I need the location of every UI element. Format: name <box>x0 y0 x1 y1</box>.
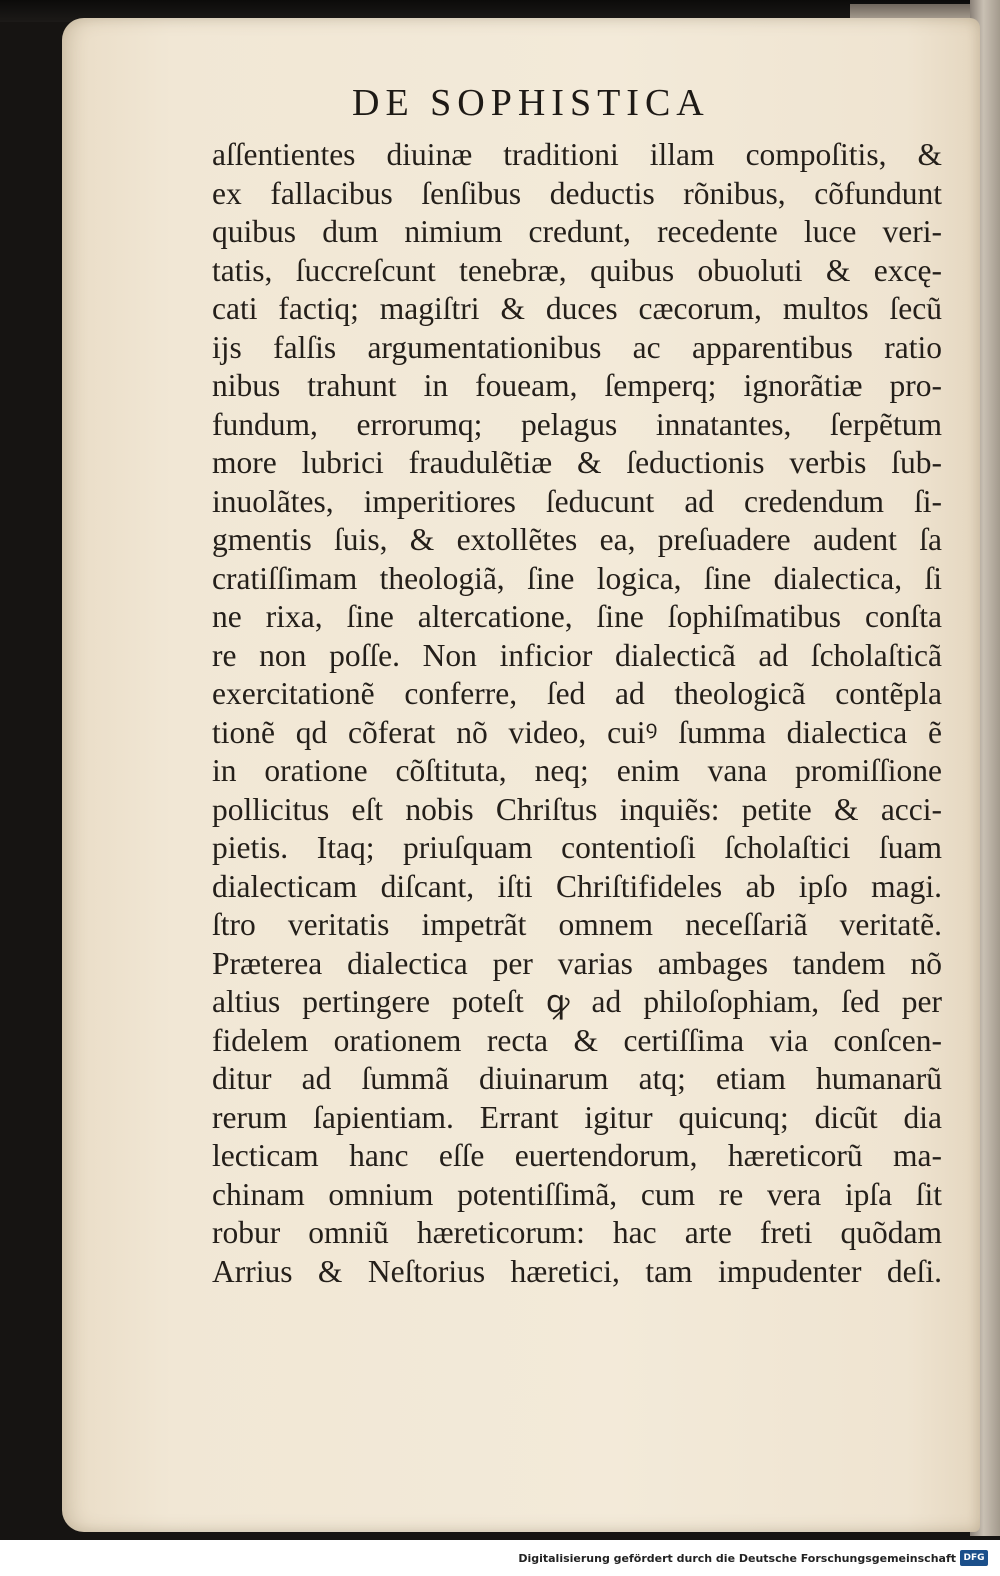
funding-note: Digitalisierung gefördert durch die Deutsche Forschungsgemeinschaft <box>518 1552 956 1565</box>
text-line: ex fallacibus ſenſibus deductis rõnibus, cõfundunt <box>212 175 942 211</box>
text-line: Præterea dialectica per varias ambages tandem nõ <box>212 945 942 981</box>
text-line: aſſentientes diuinæ traditioni illam compoſitis, & <box>212 137 942 172</box>
text-line: chinam omnium potentiſſimã, cum re vera ipſa ſit <box>212 1176 942 1212</box>
text-line: ne rixa, ſine altercatione, ſine ſophiſmatibus conſta <box>212 599 942 634</box>
text-line: ditur ad ſummã diuinarum atq; etiam humanarũ <box>212 1061 942 1096</box>
text-line: more lubrici fraudulẽtiæ & ſeductionis verbis ſub- <box>212 445 942 480</box>
text-line: fundum, errorumq; pelagus innatantes, ſerpẽtum <box>212 406 942 442</box>
text-line: nibus trahunt in foueam, ſemperq; ignorãtiæ pro- <box>212 368 942 403</box>
text-line: exercitationẽ conferre, ſed ad theologicã contẽpla <box>212 676 942 711</box>
text-line: robur omniũ hæreticorum: hac arte freti quõdam <box>212 1215 942 1250</box>
text-line: gmentis ſuis, & extollẽtes ea, preſuadere audent ſa <box>212 522 942 557</box>
text-line: re non poſſe. Non inficior dialecticã ad ſcholaſticã <box>212 637 942 673</box>
text-line: pollicitus eſt nobis Chriſtus inquiẽs: petite & acci- <box>212 791 942 827</box>
text-line: ijs falſis argumentationibus ac apparentibus ratio <box>212 329 942 365</box>
text-line: fidelem orationem recta & certiſſima via conſcen- <box>212 1022 942 1058</box>
running-head: DE SOPHISTICA <box>352 82 710 124</box>
text-line: pietis. Itaq; priuſquam contentioſi ſcholaſtici ſuam <box>212 830 942 865</box>
text-line: quibus dum nimium credunt, recedente luce veri- <box>212 214 942 249</box>
text-line: rerum ſapientiam. Errant igitur quicunq; dicũt dia <box>212 1099 942 1135</box>
text-line: Arrius & Neſtorius hæretici, tam impudenter deſi. <box>212 1253 942 1289</box>
text-line: in oratione cõſtituta, neq; enim vana promiſſione <box>212 753 942 788</box>
text-line: cratiſſimam theologiã, ſine logica, ſine dialectica, ſi <box>212 560 942 596</box>
text-line: dialecticam diſcant, iſti Chriſtifideles ab ipſo magi. <box>212 868 942 904</box>
text-line: tatis, ſuccreſcunt tenebræ, quibus obuoluti & excę- <box>212 252 942 288</box>
text-line: altius pertingere poteſt ꝙ ad philoſophiam, ſed per <box>212 984 942 1019</box>
body-text <box>212 136 942 1316</box>
text-line: lecticam hanc eſſe euertendorum, hæreticorũ ma- <box>212 1138 942 1173</box>
text-line: inuolãtes, imperitiores ſeducunt ad credendum ſi- <box>212 483 942 519</box>
text-line: ſtro veritatis impetrãt omnem neceſſariã veritatẽ. <box>212 907 942 942</box>
text-line: cati factiq; magiſtri & duces cæcorum, multos ſecũ <box>212 291 942 326</box>
dfg-logo: DFG <box>960 1550 988 1566</box>
text-line: tionẽ qd cõferat nõ video, cuiꝰ ſumma dialectica ẽ <box>212 714 942 750</box>
